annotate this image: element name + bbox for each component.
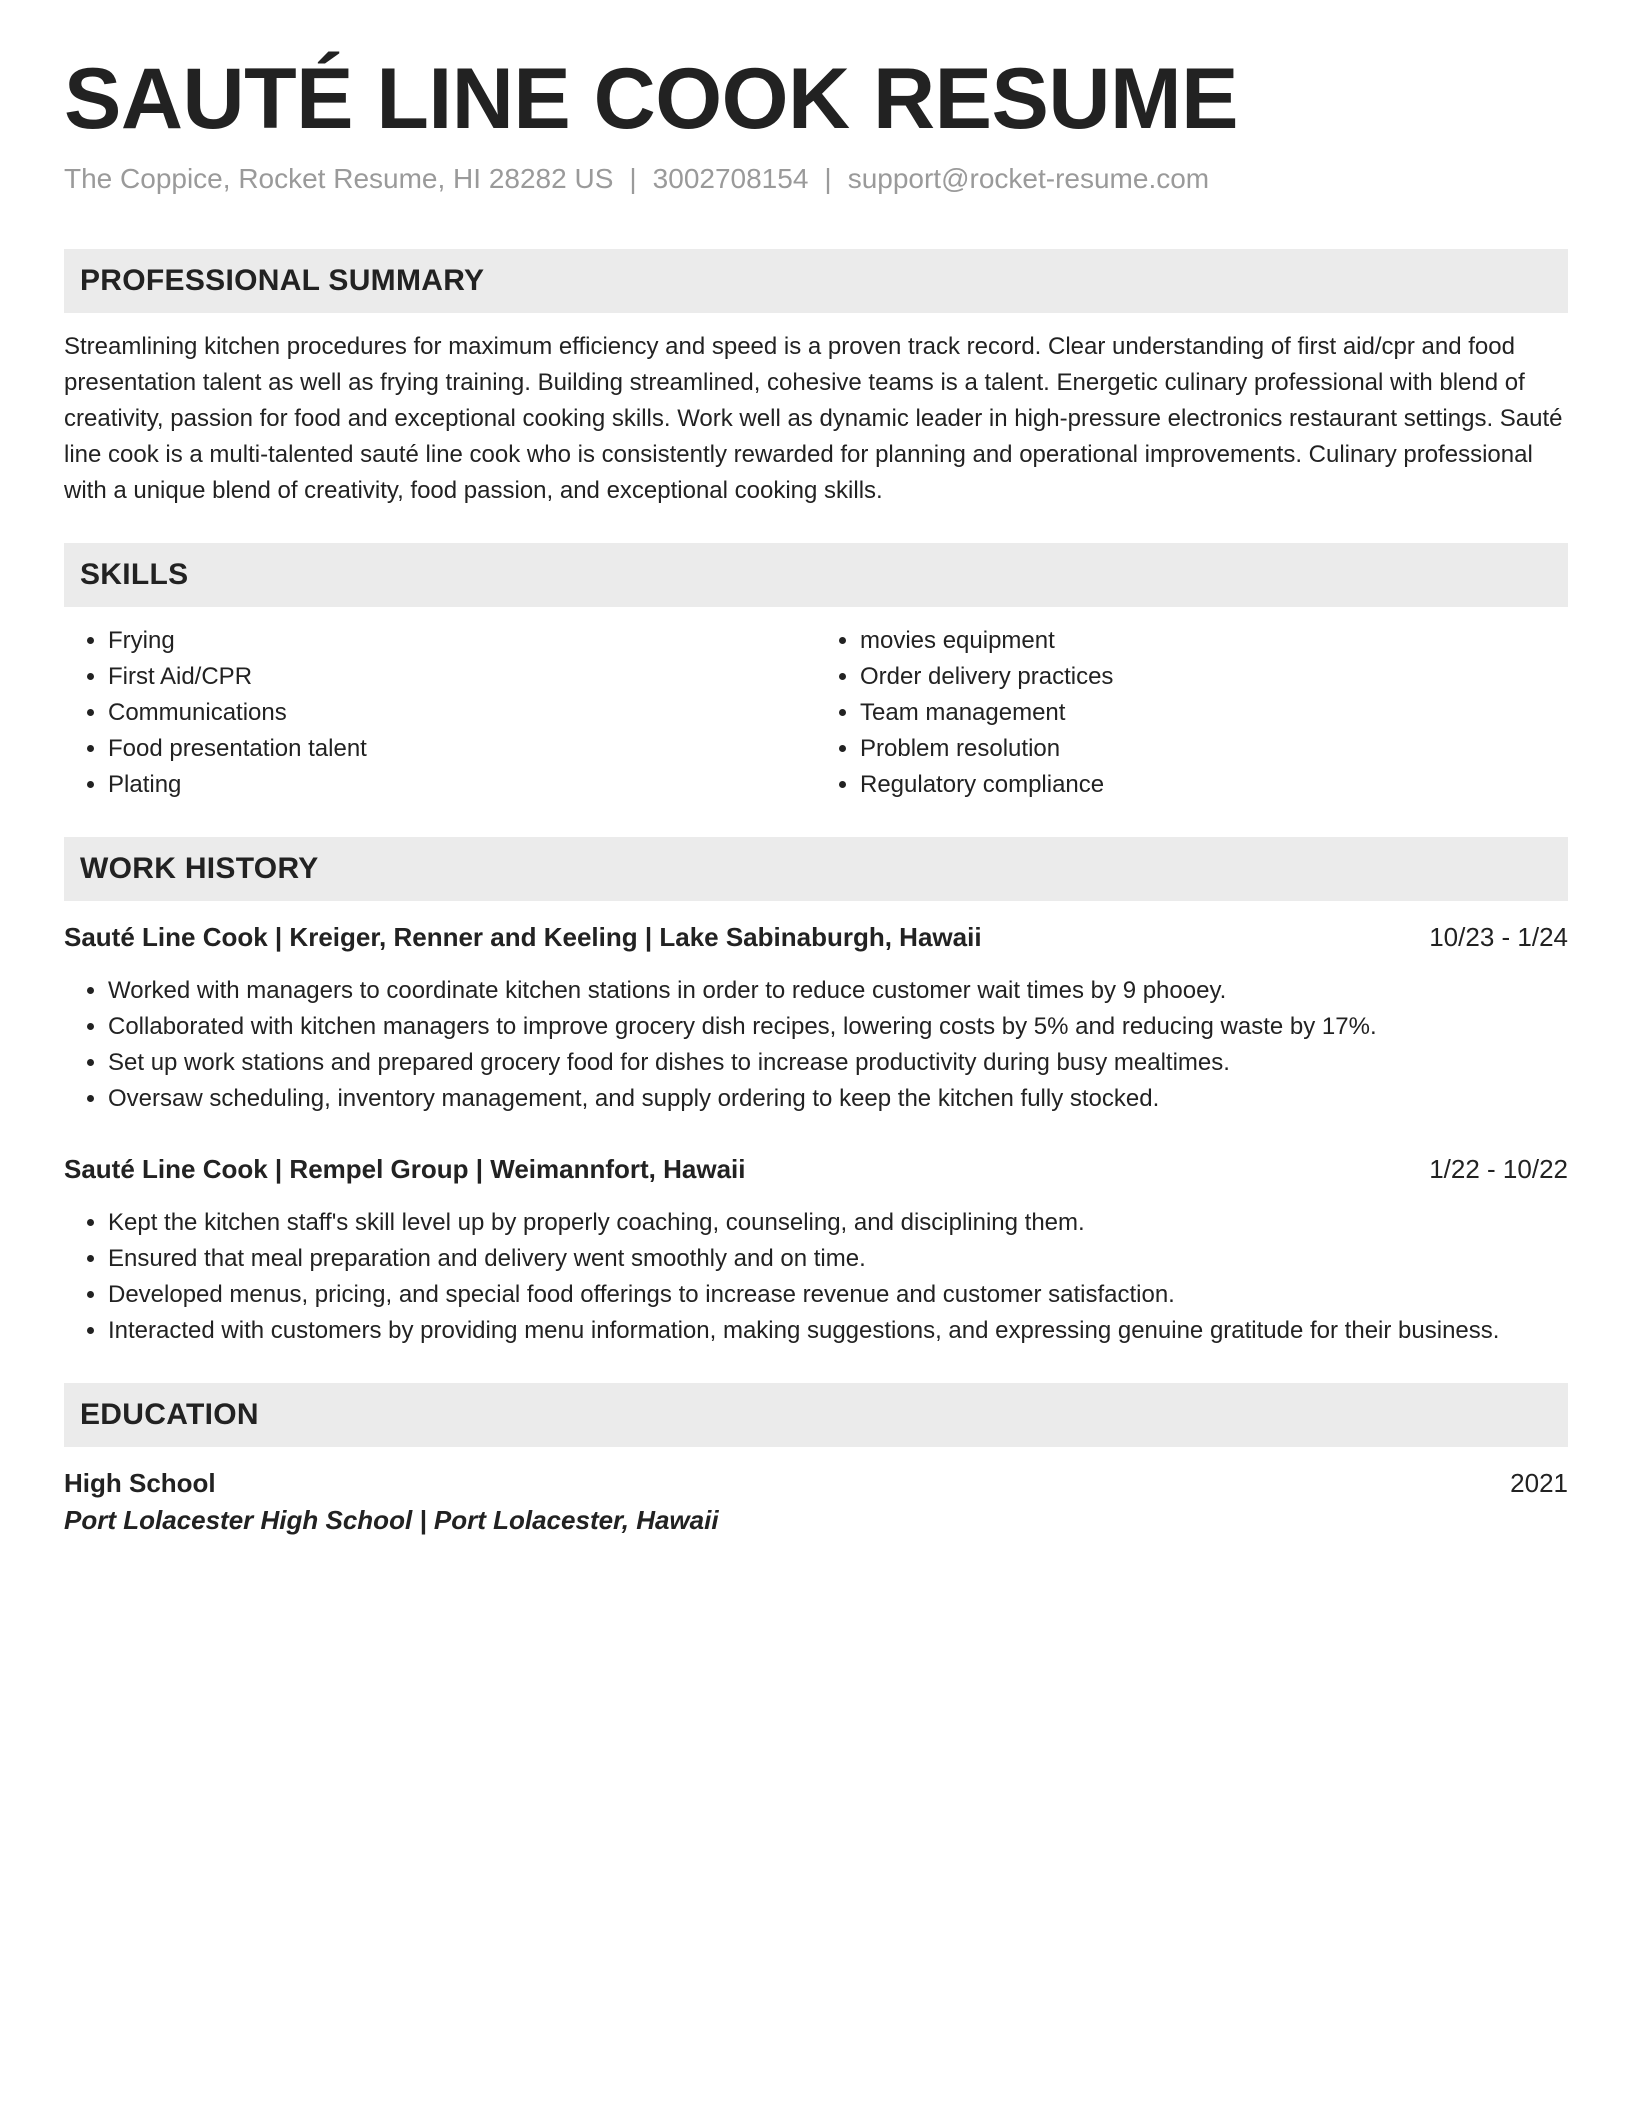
- contact-line: [64, 161, 1568, 197]
- skill-item: • Order delivery practices: [860, 659, 1568, 695]
- skill-item: • Food presentation talent: [108, 731, 816, 767]
- skill-item: • Team management: [860, 695, 1568, 731]
- job-bullet: • Collaborated with kitchen managers to improve grocery dish recipes, lowering costs by 5% and reducing waste by 17%.: [108, 1009, 1568, 1045]
- job-title: Sauté Line Cook | Rempel Group | Weimannfort, Hawaii: [64, 1153, 746, 1184]
- education-section: [64, 1383, 1568, 1539]
- skills-section: [64, 543, 1568, 803]
- page-title: SAUTÉ LINE COOK RESUME: [64, 51, 1238, 147]
- skill-item: • Frying: [108, 623, 816, 659]
- summary-text: Streamlining kitchen procedures for maximum efficiency and speed is a proven track record. Clear understanding of first aid/cpr and food presentation talent as well as frying training. Building streamlined, cohesive teams is a talent. Energetic culinary professional with blend of creativity, passion for food and exceptional cooking skills. Work well as dynamic leader in high-pressure electronics restaurant settings. Sauté line cook is a multi-talented sauté line cook who is consistently rewarded for planning and operational improvements. Culinary professional with a unique blend of creativity, food passion, and exceptional cooking skills.: [64, 332, 1563, 504]
- skill-item: • Plating: [108, 767, 816, 803]
- summary-section: [64, 249, 1568, 509]
- contact-separator: |: [629, 162, 637, 194]
- skill-item: • movies equipment: [860, 623, 1568, 659]
- contact-address: The Coppice, Rocket Resume, HI 28282 US: [64, 162, 614, 194]
- education-header: [64, 1465, 1568, 1501]
- job-header: [64, 1151, 1568, 1187]
- skills-heading: SKILLS: [64, 543, 1568, 607]
- job-bullet: • Oversaw scheduling, inventory management, and supply ordering to keep the kitchen fully stocked.: [108, 1081, 1568, 1117]
- job-bullet: • Set up work stations and prepared grocery food for dishes to increase productivity during busy mealtimes.: [108, 1045, 1568, 1081]
- skills-list-right: [816, 623, 1568, 803]
- job-dates: 10/23 - 1/24: [1429, 921, 1568, 952]
- job-title: Sauté Line Cook | Kreiger, Renner and Keeling | Lake Sabinaburgh, Hawaii: [64, 921, 982, 952]
- summary-heading: PROFESSIONAL SUMMARY: [64, 249, 1568, 313]
- education-school: Port Lolacester High School | Port Lolacester, Hawaii: [64, 1504, 719, 1535]
- job-bullets: [64, 973, 1568, 1117]
- contact-separator: |: [824, 162, 832, 194]
- job-header: [64, 919, 1568, 955]
- skills-grid: [64, 623, 1568, 803]
- contact-email: support@rocket-resume.com: [847, 162, 1210, 194]
- skills-list-left: [64, 623, 816, 803]
- job-bullet: • Developed menus, pricing, and special food offerings to increase revenue and customer satisfaction.: [108, 1277, 1568, 1313]
- skill-item: • First Aid/CPR: [108, 659, 816, 695]
- contact-phone: 3002708154: [652, 162, 809, 194]
- education-heading: EDUCATION: [64, 1383, 1568, 1447]
- job-bullet: • Kept the kitchen staff's skill level up by properly coaching, counseling, and disciplining them.: [108, 1205, 1568, 1241]
- skill-item: • Communications: [108, 695, 816, 731]
- skill-item: • Regulatory compliance: [860, 767, 1568, 803]
- work-history-heading: WORK HISTORY: [64, 837, 1568, 901]
- job-entry: [64, 1151, 1568, 1349]
- work-history-section: [64, 837, 1568, 1349]
- job-entry: [64, 919, 1568, 1117]
- job-bullet: • Interacted with customers by providing menu information, making suggestions, and expressing genuine gratitude for their business.: [108, 1313, 1568, 1349]
- job-dates: 1/22 - 10/22: [1429, 1153, 1568, 1184]
- job-bullet: • Ensured that meal preparation and delivery went smoothly and on time.: [108, 1241, 1568, 1277]
- job-bullets: [64, 1205, 1568, 1349]
- skill-item: • Problem resolution: [860, 731, 1568, 767]
- job-bullet: • Worked with managers to coordinate kitchen stations in order to reduce customer wait times by 9 phooey.: [108, 973, 1568, 1009]
- education-degree: High School: [64, 1467, 216, 1498]
- education-year: 2021: [1510, 1467, 1568, 1498]
